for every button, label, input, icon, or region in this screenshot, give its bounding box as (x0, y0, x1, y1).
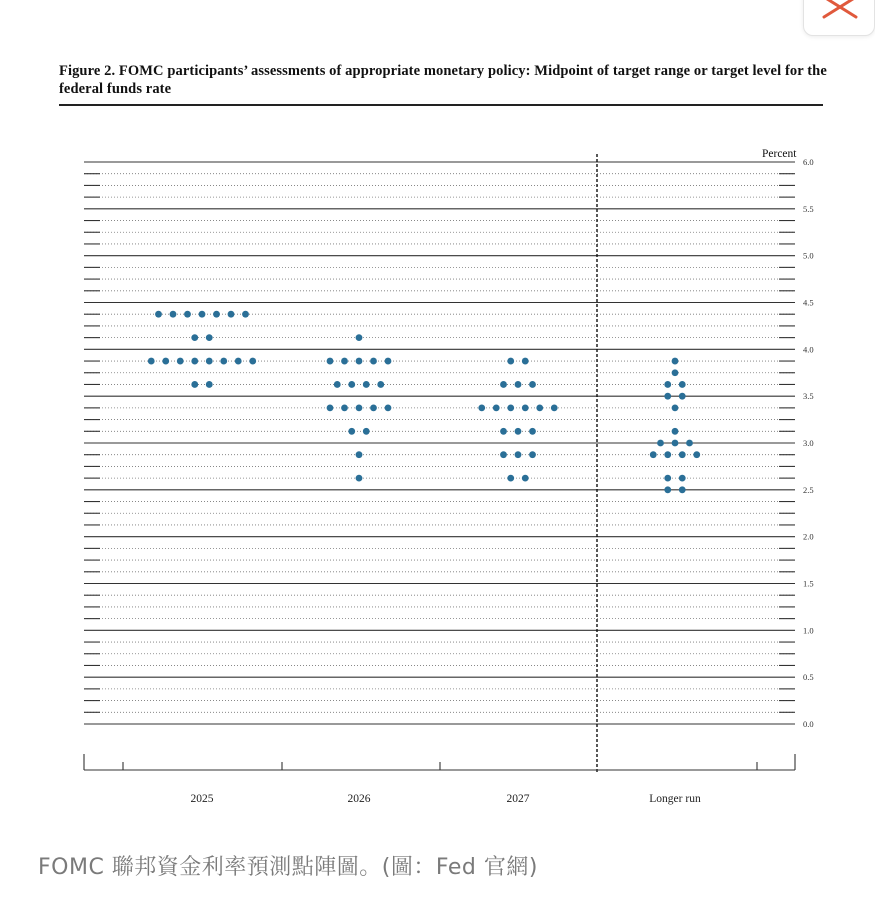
projection-dot (206, 381, 213, 388)
projection-dot (363, 381, 370, 388)
projection-dot (672, 369, 679, 376)
projection-dot (199, 311, 206, 318)
projection-dot (341, 404, 348, 411)
projection-dot (529, 451, 536, 458)
y-tick-label: 1.0 (803, 625, 814, 636)
projection-dot (507, 475, 514, 482)
projection-dot (184, 311, 191, 318)
projection-dot (363, 428, 370, 435)
projection-dot (177, 358, 184, 365)
projection-dot (529, 428, 536, 435)
projection-dot (220, 358, 227, 365)
projection-dot (213, 311, 220, 318)
y-tick-label: 0.0 (803, 719, 814, 729)
y-tick-label: 2.5 (803, 484, 814, 495)
projection-dot (155, 311, 162, 318)
projection-dot (191, 381, 198, 388)
projection-dot (664, 475, 671, 482)
y-tick-label: 4.0 (803, 344, 814, 355)
projection-dot (242, 311, 249, 318)
dot-plot-chart (0, 140, 875, 830)
projection-dot (693, 451, 700, 458)
projection-dot (522, 404, 529, 411)
close-icon (822, 0, 858, 19)
figure-title: Figure 2. FOMC participants’ assessments of appropriate monetary policy: Midpoint of target range or target level for the federal funds rate (59, 63, 827, 97)
projection-dot (356, 358, 363, 365)
projection-dot (206, 334, 213, 341)
projection-dot (327, 358, 334, 365)
projection-dot (377, 381, 384, 388)
projection-dot (385, 358, 392, 365)
projection-dot (672, 440, 679, 447)
y-axis-label: Percent (762, 148, 797, 160)
projection-dot (507, 404, 514, 411)
image-caption: FOMC 聯邦資金利率預測點陣圖。(圖：Fed 官網) (38, 855, 538, 880)
projection-dot (515, 451, 522, 458)
y-tick-label: 1.5 (803, 578, 814, 589)
projection-dot (672, 428, 679, 435)
projection-dot (370, 358, 377, 365)
projection-dot (341, 358, 348, 365)
projection-dot (536, 404, 543, 411)
projection-dot (206, 358, 213, 365)
y-tick-label: 3.5 (803, 391, 814, 402)
projection-dot (500, 428, 507, 435)
projection-dot (551, 404, 558, 411)
projection-dot (522, 358, 529, 365)
projection-dot (228, 311, 235, 318)
title-rule (59, 104, 823, 106)
projection-dot (507, 358, 514, 365)
projection-dot (522, 475, 529, 482)
projection-dot (515, 381, 522, 388)
projection-dot (356, 404, 363, 411)
projection-dot (500, 381, 507, 388)
y-tick-label: 2.0 (803, 531, 814, 542)
projection-dot (672, 358, 679, 365)
projection-dot (679, 475, 686, 482)
projection-dot (327, 404, 334, 411)
projection-dot (370, 404, 377, 411)
projection-dot (664, 486, 671, 493)
projection-dot (162, 358, 169, 365)
projection-dot (657, 440, 664, 447)
x-category-label: 2025 (190, 793, 214, 805)
projection-dot (672, 404, 679, 411)
projection-dot (356, 334, 363, 341)
projection-dot (148, 358, 155, 365)
projection-dot (493, 404, 500, 411)
projection-dot (529, 381, 536, 388)
projection-dot (170, 311, 177, 318)
projection-dot (515, 428, 522, 435)
projection-dot (679, 451, 686, 458)
projection-dot (664, 451, 671, 458)
projection-dot (249, 358, 256, 365)
y-tick-label: 5.5 (803, 203, 814, 214)
projection-dot (686, 440, 693, 447)
x-category-label: 2026 (347, 793, 371, 805)
projection-dot (356, 475, 363, 482)
projection-dot (478, 404, 485, 411)
projection-dot (679, 381, 686, 388)
y-tick-label: 4.5 (803, 297, 814, 308)
projection-dot (679, 486, 686, 493)
projection-dot (191, 334, 198, 341)
close-button[interactable] (803, 0, 875, 36)
projection-dot (348, 381, 355, 388)
x-category-label: 2027 (506, 793, 530, 805)
y-tick-label: 5.0 (803, 250, 814, 261)
projection-dot (356, 451, 363, 458)
projection-dot (664, 393, 671, 400)
projection-dot (348, 428, 355, 435)
projection-dot (650, 451, 657, 458)
projection-dot (191, 358, 198, 365)
projection-dot (664, 381, 671, 388)
y-tick-label: 6.0 (803, 157, 814, 167)
projection-dot (679, 393, 686, 400)
projection-dot (334, 381, 341, 388)
projection-dot (500, 451, 507, 458)
y-tick-label: 0.5 (803, 672, 814, 683)
x-category-label: Longer run (649, 793, 701, 805)
projection-dot (235, 358, 242, 365)
y-tick-label: 3.0 (803, 438, 814, 448)
projection-dot (385, 404, 392, 411)
